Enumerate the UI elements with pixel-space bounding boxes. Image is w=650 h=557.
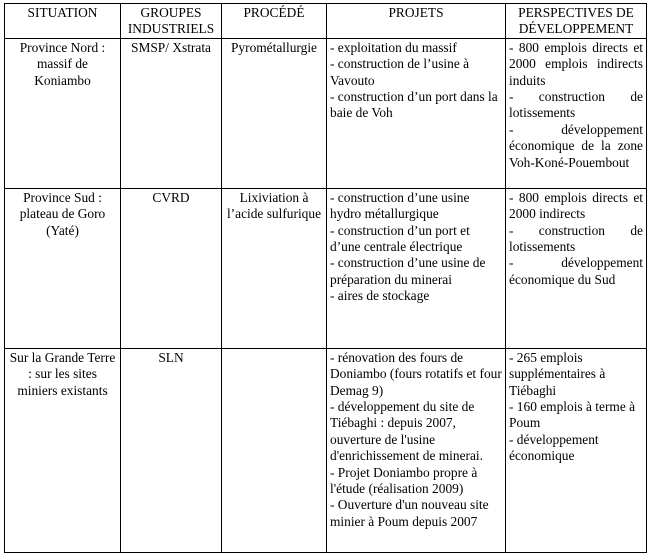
projet-item: - Ouverture d'un nouveau site minier à Poum depuis 2007 <box>330 497 489 529</box>
cell-situation: Sur la Grande Terre : sur les sites miniers existants <box>5 348 121 552</box>
projet-item: - Projet Doniambo propre à l'étude (réalisation 2009) <box>330 464 478 497</box>
cell-perspectives <box>506 188 647 348</box>
projet-item: - construction de l’usine à Vavouto <box>330 56 470 88</box>
header-row <box>5 4 647 39</box>
cell-projets <box>327 188 506 348</box>
projet-item: - construction d’une usine de préparation du minerai <box>330 255 486 287</box>
cell-perspectives <box>506 38 647 188</box>
projet-item: - construction d’un port et d’une centrale électrique <box>330 222 470 255</box>
projet-item: - construction d’une usine hydro métallurgique <box>330 189 470 222</box>
perspective-item: - 800 emplois directs et 2000 emplois indirects induits <box>509 39 643 88</box>
cell-groupe: SLN <box>121 348 222 552</box>
table-row <box>5 38 647 188</box>
projet-item: - développement du site de Tiébaghi : depuis 2007, ouverture de l'usine d'enrichissement de minerai. <box>330 399 484 464</box>
projects-table <box>4 3 647 553</box>
perspective-item: - construction de lotissements <box>509 222 643 255</box>
perspective-item: - 160 emplois à terme à Poum <box>509 399 636 431</box>
projet-item: - construction d’un port dans la baie de Voh <box>330 89 498 121</box>
projet-item: - rénovation des fours de Doniambo (fours rotatifs et four Demag 9) <box>330 349 502 398</box>
projet-item: - aires de stockage <box>330 288 430 304</box>
header-procede: PROCÉDÉ <box>222 4 327 39</box>
cell-groupe: SMSP/ Xstrata <box>121 38 222 188</box>
header-perspectives: PERSPECTIVES DE DÉVELOPPEMENT <box>506 4 647 39</box>
cell-procede <box>222 348 327 552</box>
table-row <box>5 188 647 348</box>
cell-perspectives <box>506 348 647 552</box>
cell-procede: Pyrométallurgie <box>222 38 327 188</box>
header-groupes-industriels: GROUPES INDUSTRIELS <box>121 4 222 39</box>
cell-situation: Province Nord : massif de Koniambo <box>5 38 121 188</box>
perspective-item: - 265 emplois supplémentaires à Tiébaghi <box>509 349 606 398</box>
perspective-item: - développement économique <box>509 431 599 464</box>
cell-procede: Lixiviation à l’acide sulfurique <box>222 188 327 348</box>
perspective-item: - développement économique de la zone Voh-Koné-Pouembout <box>509 121 643 170</box>
cell-situation: Province Sud : plateau de Goro (Yaté) <box>5 188 121 348</box>
perspective-item: - développement économique du Sud <box>509 255 643 287</box>
projet-item: - exploitation du massif <box>330 39 457 55</box>
cell-projets <box>327 38 506 188</box>
cell-projets <box>327 348 506 552</box>
perspective-item: - construction de lotissements <box>509 89 643 121</box>
header-situation: SITUATION <box>5 4 121 39</box>
perspective-item: - 800 emplois directs et 2000 indirects <box>509 189 643 222</box>
header-projets: PROJETS <box>327 4 506 39</box>
table-row <box>5 348 647 552</box>
cell-groupe: CVRD <box>121 188 222 348</box>
